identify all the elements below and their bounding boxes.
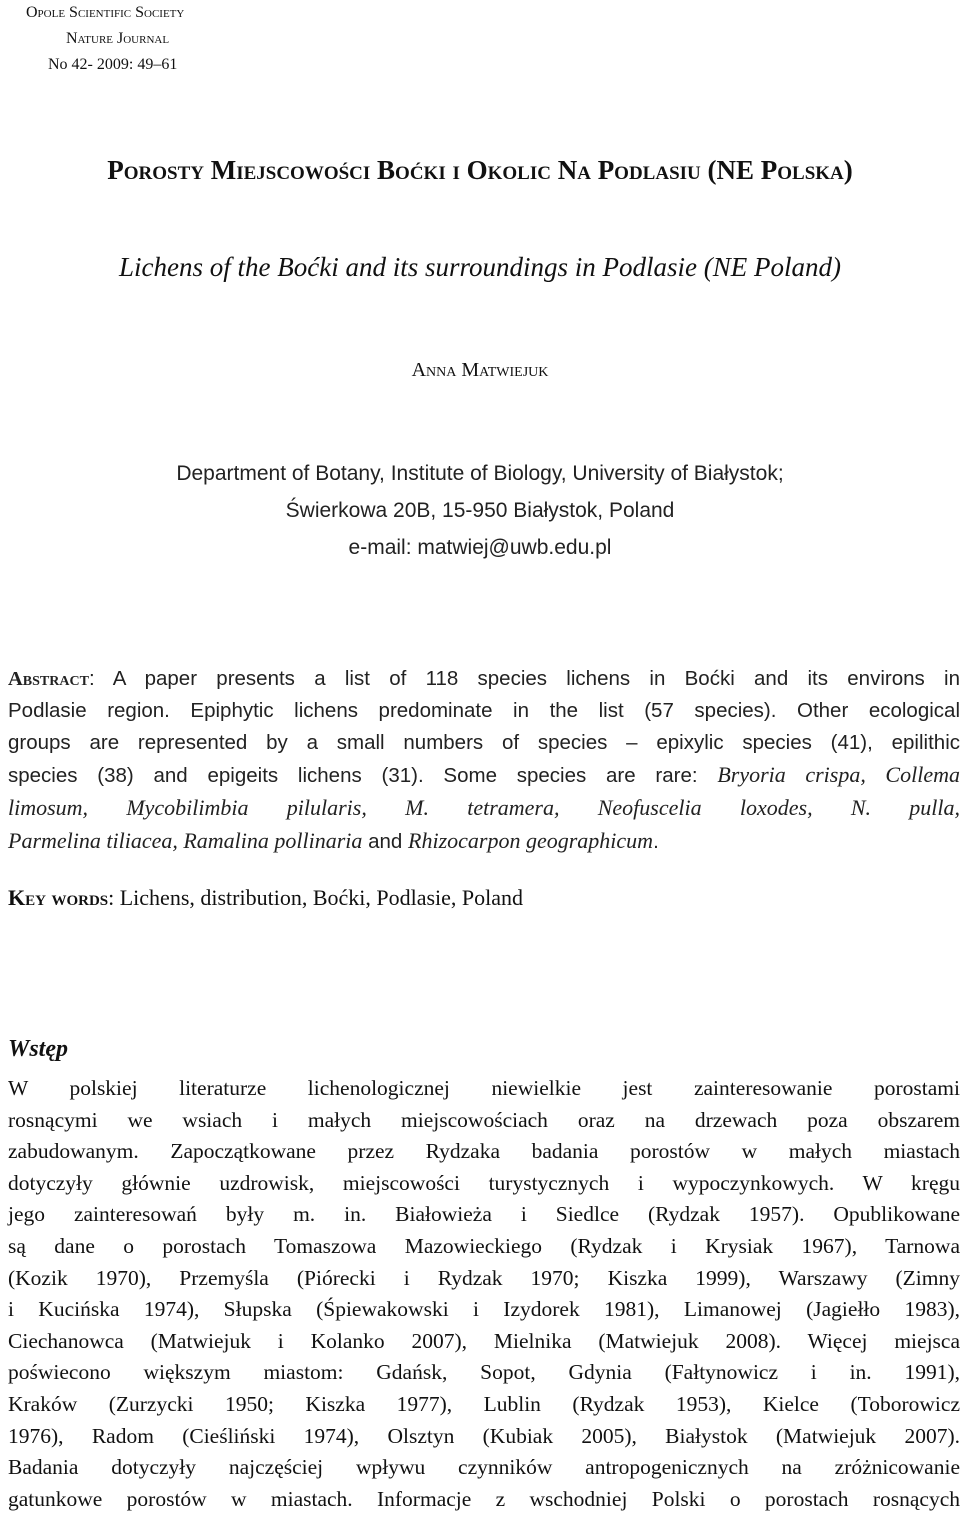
affiliation	[0, 455, 960, 566]
body-line: Ciechanowca (Matwiejuk i Kolanko 2007), Mielnika (Matwiejuk 2008). Więcej miejsca	[8, 1328, 960, 1353]
keywords-label: Key words	[8, 885, 109, 910]
journal-society: Opole Scientific Society	[26, 4, 185, 21]
section-heading: Wstęp	[8, 1036, 68, 1062]
affiliation-line-1: Department of Botany, Institute of Biology, University of Białystok;	[176, 462, 784, 485]
journal-issue: No 42- 2009: 49–61	[48, 56, 178, 73]
abstract-label: Abstract	[8, 668, 89, 690]
section-body	[8, 1073, 960, 1515]
body-line: rosnącymi we wsiach i małych miejscowościach oraz na drzewach poza obszarem	[8, 1107, 960, 1132]
body-line: W polskiej literaturze lichenologicznej niewielkie jest zainteresowanie porostami	[8, 1076, 960, 1100]
author-name: Anna Matwiejuk	[411, 359, 549, 381]
body-line: Kraków (Zurzycki 1950; Kiszka 1977), Lublin (Rydzak 1953), Kielce (Toborowicz	[8, 1391, 960, 1416]
body-line: jego zainteresowań były m. in. Białowieża i Siedlce (Rydzak 1957). Opublikowane	[8, 1202, 960, 1227]
body-line: są dane o porostach Tomaszowa Mazowieckiego (Rydzak i Krysiak 1967), Tarnowa	[8, 1233, 960, 1258]
keywords-text: : Lichens, distribution, Boćki, Podlasie, Poland	[108, 885, 524, 910]
keywords	[8, 882, 960, 914]
body-line: zabudowanym. Zapoczątkowane przez Rydzaka badania porostów w małych miastach	[8, 1139, 960, 1164]
title-polish: Porosty Miejscowości Boćki i Okolic Na Podlasiu (NE Polska)	[107, 155, 853, 185]
journal-name: Nature Journal	[66, 30, 170, 47]
abstract-line: Abstract: A paper presents a list of 118 species lichens in Boćki and its environs in	[8, 667, 960, 690]
body-line: Badania dotyczyły najczęściej wpływu czynników antropogenicznych na zróżnicowanie	[8, 1455, 960, 1480]
body-line: 1976), Radom (Cieśliński 1974), Olsztyn (Kubiak 2005), Białystok (Matwiejuk 2007).	[8, 1423, 960, 1448]
body-line: dotyczyły głównie uzdrowisk, miejscowości turystycznych i wypoczynkowych. W kręgu	[8, 1170, 960, 1195]
body-line: i Kucińska 1974), Słupska (Śpiewakowski i Izydorek 1981), Limanowej (Jagiełło 1983),	[8, 1297, 960, 1322]
body-line: gatunkowe porostów w miastach. Informacje z wschodniej Polski o porostach rosnących	[8, 1486, 960, 1511]
abstract-line: groups are represented by a small numbers of species – epixylic species (41), epilithic	[8, 731, 960, 754]
abstract	[8, 663, 960, 858]
affiliation-line-2: Świerkowa 20B, 15-950 Białystok, Poland	[285, 499, 675, 522]
title-english: Lichens of the Boćki and its surroundings in Podlasie (NE Poland)	[119, 252, 841, 282]
body-line: poświecono większym miastom: Gdańsk, Sopot, Gdynia (Fałtynowicz i in. 1991),	[8, 1360, 960, 1385]
body-line: (Kozik 1970), Przemyśla (Piórecki i Rydzak 1970; Kiszka 1999), Warszawy (Zimny	[8, 1265, 960, 1290]
affiliation-email: e-mail: matwiej@uwb.edu.pl	[348, 536, 612, 559]
abstract-line: Parmelina tiliacea, Ramalina pollinaria and Rhizocarpon geographicum.	[8, 828, 659, 853]
abstract-line: limosum, Mycobilimbia pilularis, M. tetramera, Neofuscelia loxodes, N. pulla,	[8, 795, 960, 820]
journal-header	[26, 0, 184, 78]
abstract-line: species (38) and epigeits lichens (31). Some species are rare: Bryoria crispa, Collema	[8, 762, 960, 787]
abstract-line: Podlasie region. Epiphytic lichens predominate in the list (57 species). Other ecological	[8, 699, 960, 722]
